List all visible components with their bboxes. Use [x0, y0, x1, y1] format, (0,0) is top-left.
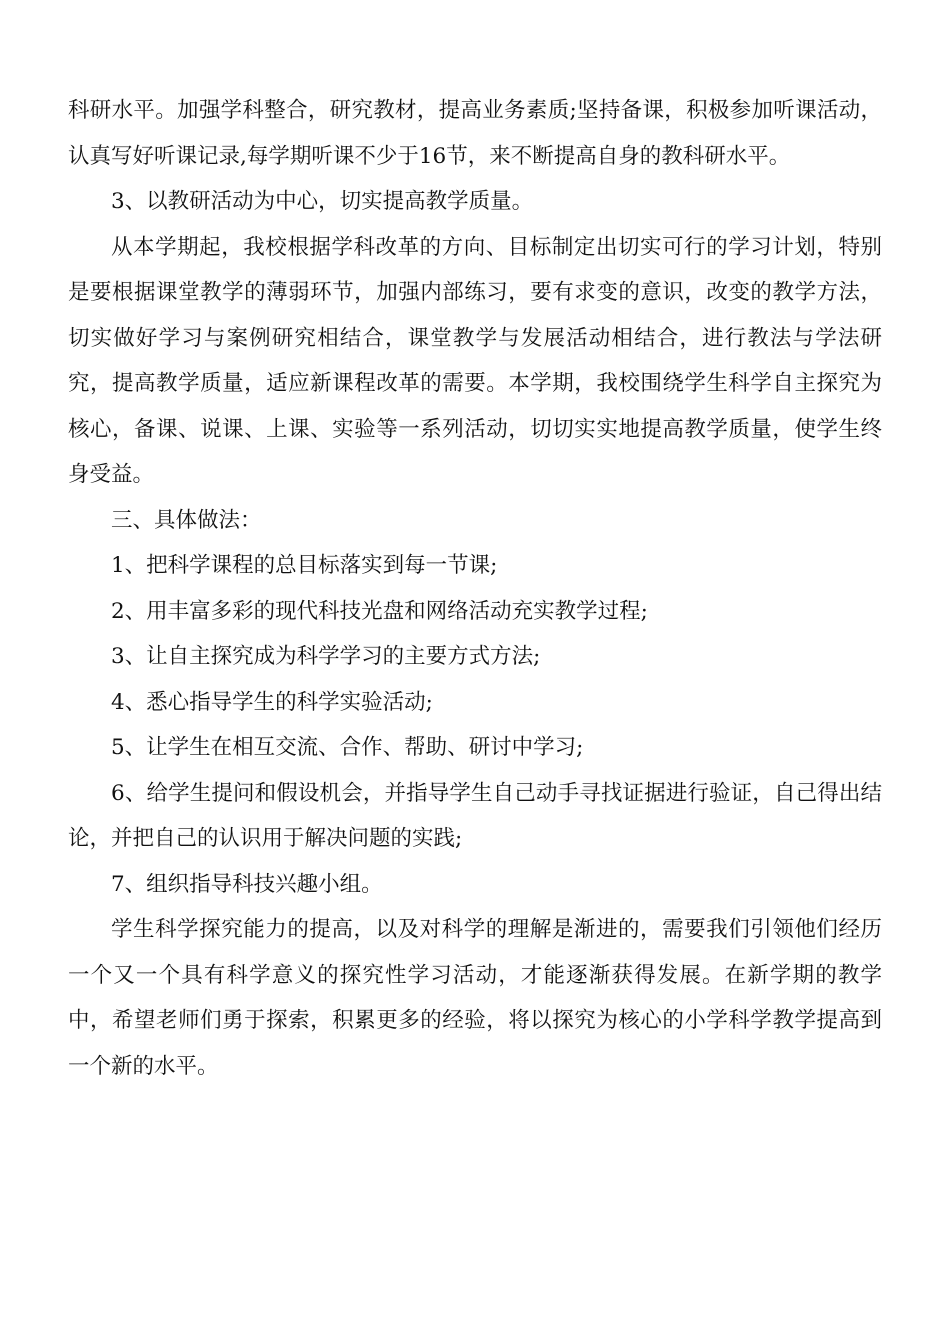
list-item-3: 3、让自主探究成为科学学习的主要方式方法; — [111, 644, 541, 669]
list-item-2: 2、用丰富多彩的现代科技光盘和网络活动充实教学过程; — [111, 598, 648, 624]
paragraph-conclusion: 学生科学探究能力的提高，以及对科学的理解是渐进的，需要我们引领他们经历一个又一个具有科学意义的探究性学习活动，才能逐渐获得发展。在新学期的教学中，希望老师们勇于探索，积累更多的经验，将以探究为核心的小学科学教学提高到一个新的水平。 — [68, 917, 882, 1079]
paragraph-heading-3: 3、以教研活动为中心，切实提高教学质量。 — [111, 189, 534, 214]
section-heading-practices: 三、具体做法： — [111, 507, 262, 533]
list-item-4: 4、悉心指导学生的科学实验活动; — [111, 689, 433, 715]
list-item-6: 6、给学生提问和假设机会，并指导学生自己动手寻找证据进行验证，自己得出结论，并把自己的认识用于解决问题的实践; — [68, 780, 882, 851]
list-item-1: 1、把科学课程的总目标落实到每一节课; — [111, 553, 498, 578]
paragraph-plan: 从本学期起，我校根据学科改革的方向、目标制定出切实可行的学习计划，特别是要根据课堂教学的薄弱环节，加强内部练习，要有求变的意识，改变的教学方法，切实做好学习与案例研究相结合，课堂教学与发展活动相结合，进行教法与学法研究，提高教学质量，适应新课程改革的需要。本学期，我校围绕学生科学自主探究为核心，备课、说课、上课、实验等一系列活动，切切实实地提高教学质量，使学生终身受益。 — [68, 234, 882, 487]
document-body — [68, 88, 882, 1089]
list-item-7: 7、组织指导科技兴趣小组。 — [111, 871, 383, 897]
list-item-5: 5、让学生在相互交流、合作、帮助、研讨中学习; — [111, 735, 584, 760]
paragraph-continuation: 科研水平。加强学科整合，研究教材，提高业务素质;坚持备课，积极参加听课活动，认真写好听课记录,每学期听课不少于16节，来不断提高自身的教科研水平。 — [68, 98, 882, 169]
